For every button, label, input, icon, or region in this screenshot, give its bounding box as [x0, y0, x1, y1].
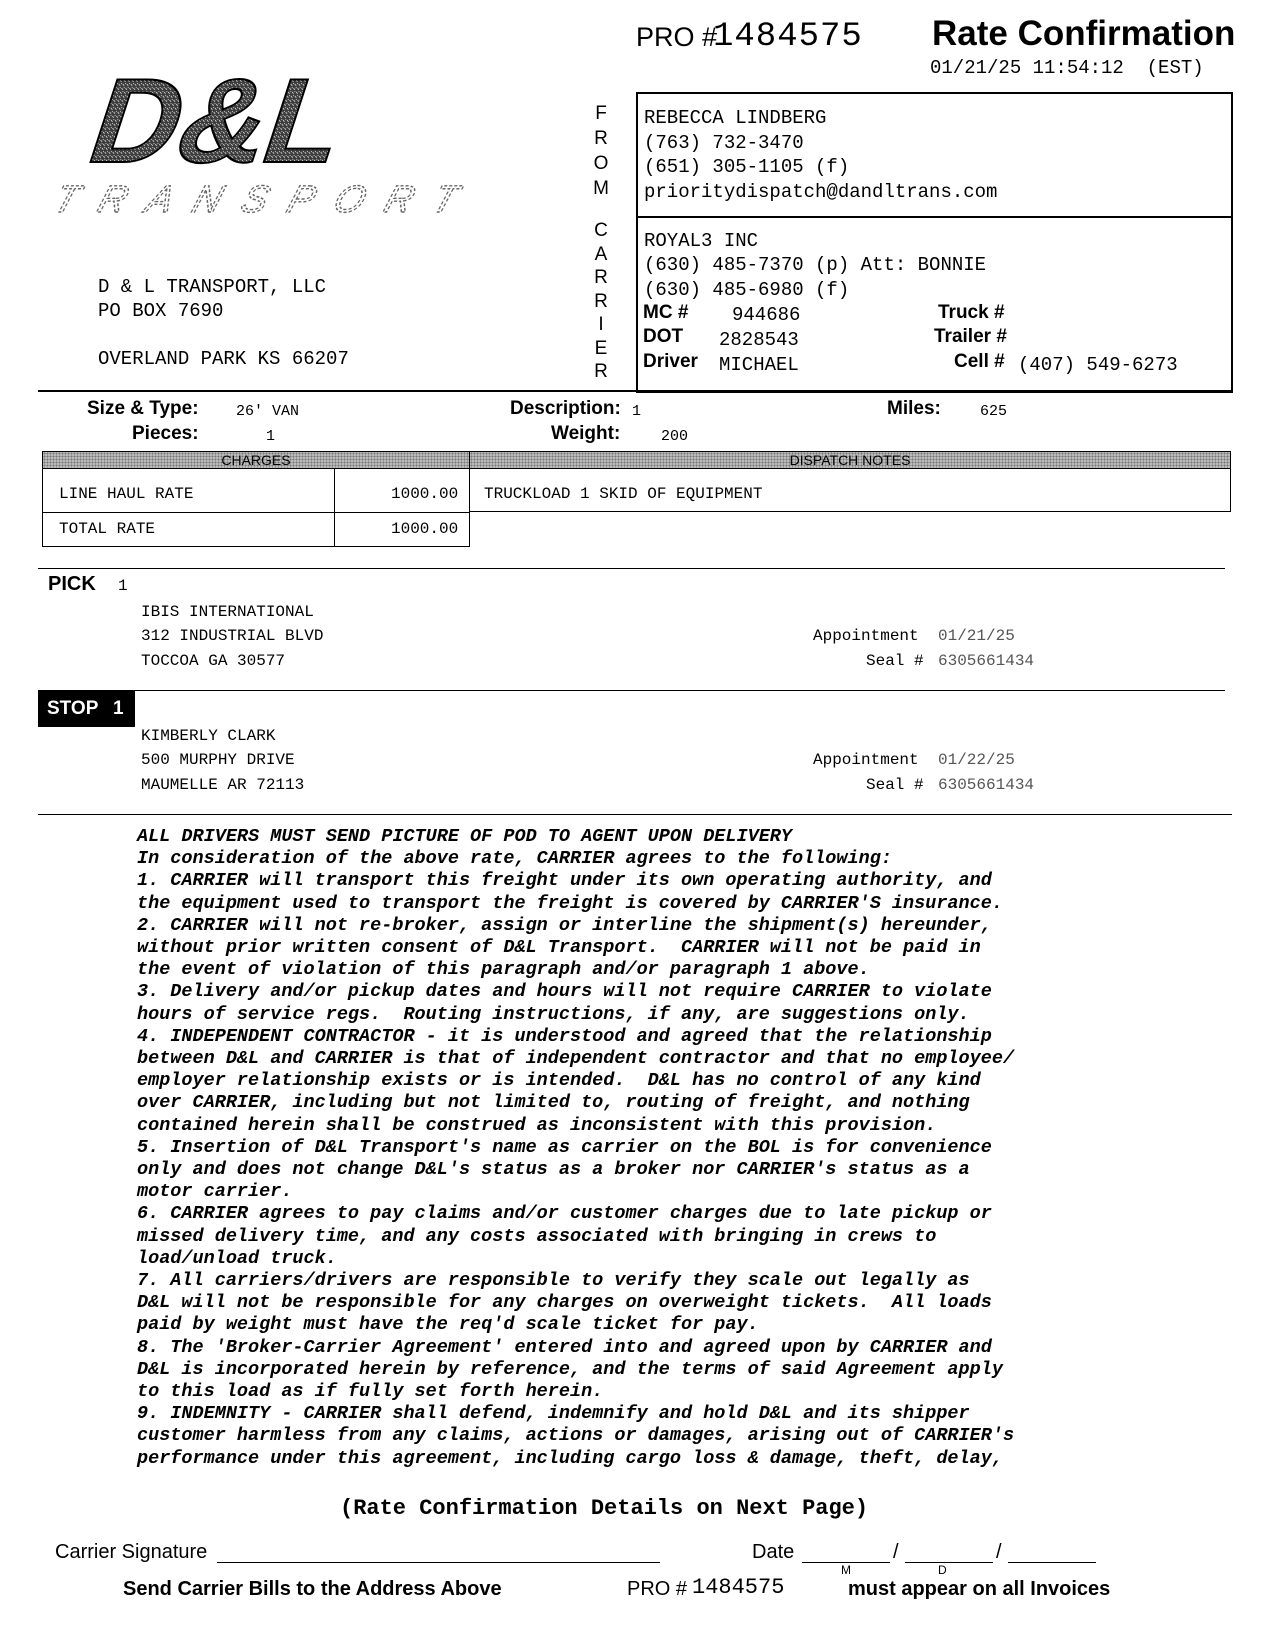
- pick-seal-label: Seal #: [866, 652, 924, 670]
- stop-address: 500 MURPHY DRIVE: [141, 751, 295, 769]
- carrier-name: ROYAL3 INC: [644, 230, 759, 252]
- description-value: 1: [632, 403, 642, 420]
- weight-label: Weight:: [551, 423, 621, 444]
- pick-seal-number: 6305661434: [938, 652, 1035, 670]
- signature-line[interactable]: [217, 1562, 660, 1563]
- page-title: Rate Confirmation: [932, 14, 1236, 53]
- stop-label: STOP: [47, 698, 99, 719]
- invoice-notice: must appear on all Invoices: [848, 1578, 1111, 1600]
- divider-line: [38, 568, 1225, 569]
- charge-label: TOTAL RATE: [59, 520, 156, 538]
- pick-appointment-label: Appointment: [813, 627, 919, 645]
- pick-label: PICK: [48, 573, 96, 595]
- size-label: Size & Type:: [87, 398, 199, 419]
- stop-name: KIMBERLY CLARK: [141, 727, 276, 745]
- charge-amount: 1000.00: [391, 520, 459, 538]
- description-label: Description:: [510, 398, 621, 419]
- date-slash: /: [893, 1541, 899, 1563]
- dot-number: 2828543: [719, 329, 799, 351]
- charges-table: [42, 468, 470, 547]
- pick-address: 312 INDUSTRIAL BLVD: [141, 627, 324, 645]
- month-hint: M: [841, 1563, 851, 1577]
- day-hint: D: [938, 1563, 947, 1577]
- next-page-notice: (Rate Confirmation Details on Next Page): [340, 1496, 869, 1521]
- year-line[interactable]: [1008, 1562, 1096, 1563]
- size-value: 26' VAN: [236, 403, 300, 420]
- box-divider: [638, 216, 1231, 218]
- stop-seal-number: 6305661434: [938, 776, 1035, 794]
- dispatch-notes-header: DISPATCH NOTES: [469, 451, 1231, 469]
- company-logo: [55, 62, 465, 224]
- divider-line: [38, 690, 1225, 691]
- from-name: REBECCA LINDBERG: [644, 107, 827, 129]
- trailer-label: Trailer #: [934, 326, 1007, 347]
- pro-number: 1484575: [713, 18, 863, 56]
- dispatch-notes-text: TRUCKLOAD 1 SKID OF EQUIPMENT: [484, 485, 763, 503]
- divider-line: [38, 814, 1232, 815]
- cell-number: (407) 549-6273: [1018, 354, 1178, 376]
- stop-city: MAUMELLE AR 72113: [141, 776, 305, 794]
- cell-label: Cell #: [954, 351, 1005, 372]
- driver-name: MICHAEL: [719, 354, 799, 376]
- bills-notice: Send Carrier Bills to the Address Above: [123, 1578, 502, 1600]
- pick-appointment-date: 01/21/25: [938, 627, 1015, 645]
- carrier-fax: (630) 485-6980 (f): [644, 279, 850, 301]
- signature-label: Carrier Signature: [55, 1541, 208, 1563]
- charges-header: CHARGES: [42, 451, 470, 469]
- pro-label: PRO #: [636, 22, 718, 52]
- pieces-value: 1: [266, 428, 276, 445]
- charge-label: LINE HAUL RATE: [59, 485, 194, 503]
- svg-text:D&L: D&L: [73, 62, 364, 189]
- from-fax: (651) 305-1105 (f): [644, 156, 850, 178]
- stop-badge: [38, 690, 135, 727]
- column-divider: [334, 468, 335, 546]
- company-city: OVERLAND PARK KS 66207: [98, 348, 349, 370]
- from-email: prioritydispatch@dandltrans.com: [644, 181, 998, 203]
- footer-pro-number: 1484575: [692, 1575, 785, 1600]
- terms-text: ALL DRIVERS MUST SEND PICTURE OF POD TO AGENT UPON DELIVERY In consideration of the above rate, CARRIER agrees to the following: 1. CARRIER will transport this freight under its own operating authority, and the equipment used to transport the freight is covered by CARRIER'S insurance. 2. CARRIER will not re-broker, assign or interline the shipment(s) hereunder, without prior written consent of D&L Transport. CARRIER will not be paid in the event of violation of this paragraph and/or paragraph 1 above. 3. Delivery and/or pickup dates and hours will not require CARRIER to violate hours of service regs. Routing instructions, if any, are suggestions only. 4. INDEPENDENT CONTRACTOR - it is understood and agreed that the relationship between D&L and CARRIER is that of independent contractor and that no employee/ employer relationship exists or is intended. D&L has no control of any kind over CARRIER, including but not limited to, routing of freight, and nothing contained herein shall be construed as inconsistent with this provision. 5. Insertion of D&L Transport's name as carrier on the BOL is for convenience only and does not change D&L's status as a broker nor CARRIER's status as a motor carrier. 6. CARRIER agrees to pay claims and/or customer charges due to late pickup or missed delivery time, and any costs associated with bringing in crews to load/unload truck. 7. All carriers/drivers are responsible to verify they scale out legally as D&L will not be responsible for any charges on overweight tickets. All loads paid by weight must have the req'd scale ticket for pay. 8. The 'Broker-Carrier Agreement' entered into and agreed upon by CARRIER and D&L is incorporated herein by reference, and the terms of said Agreement apply to this load as if fully set forth herein. 9. INDEMNITY - CARRIER shall defend, indemnify and hold D&L and its shipper customer harmless from any claims, actions or damages, arising out of CARRIER's performance under this agreement, including cargo loss & damage, theft, delay,: [137, 826, 1015, 1469]
- company-po-box: PO BOX 7690: [98, 300, 224, 322]
- svg-text:TRANSPORT: TRANSPORT: [55, 178, 465, 221]
- company-name: D & L TRANSPORT, LLC: [98, 276, 327, 298]
- miles-label: Miles:: [887, 398, 941, 419]
- dispatch-notes-box: [469, 468, 1231, 512]
- from-vertical-label: F R O M: [593, 103, 609, 199]
- pick-number: 1: [118, 577, 128, 595]
- timestamp: 01/21/25 11:54:12 (EST): [930, 57, 1204, 79]
- mc-label: MC #: [643, 302, 689, 323]
- driver-label: Driver: [643, 351, 698, 372]
- miles-value: 625: [980, 403, 1008, 420]
- carrier-vertical-label: C A R R I E R: [594, 220, 608, 382]
- from-phone: (763) 732-3470: [644, 132, 804, 154]
- carrier-phone: (630) 485-7370 (p) Att: BONNIE: [644, 254, 987, 276]
- divider-line: [38, 390, 1231, 392]
- weight-value: 200: [661, 428, 689, 445]
- date-slash: /: [996, 1541, 1002, 1563]
- pieces-label: Pieces:: [132, 423, 199, 444]
- footer-pro-label: PRO #: [627, 1578, 688, 1600]
- stop-seal-label: Seal #: [866, 776, 924, 794]
- pick-city: TOCCOA GA 30577: [141, 652, 286, 670]
- stop-appointment-date: 01/22/25: [938, 751, 1015, 769]
- date-label: Date: [752, 1541, 795, 1563]
- pick-name: IBIS INTERNATIONAL: [141, 603, 314, 621]
- stop-appointment-label: Appointment: [813, 751, 919, 769]
- dot-label: DOT: [643, 326, 684, 347]
- mc-number: 944686: [732, 304, 801, 326]
- truck-label: Truck #: [938, 302, 1005, 323]
- stop-number: 1: [113, 698, 124, 719]
- day-line[interactable]: [905, 1562, 993, 1563]
- charge-amount: 1000.00: [391, 485, 459, 503]
